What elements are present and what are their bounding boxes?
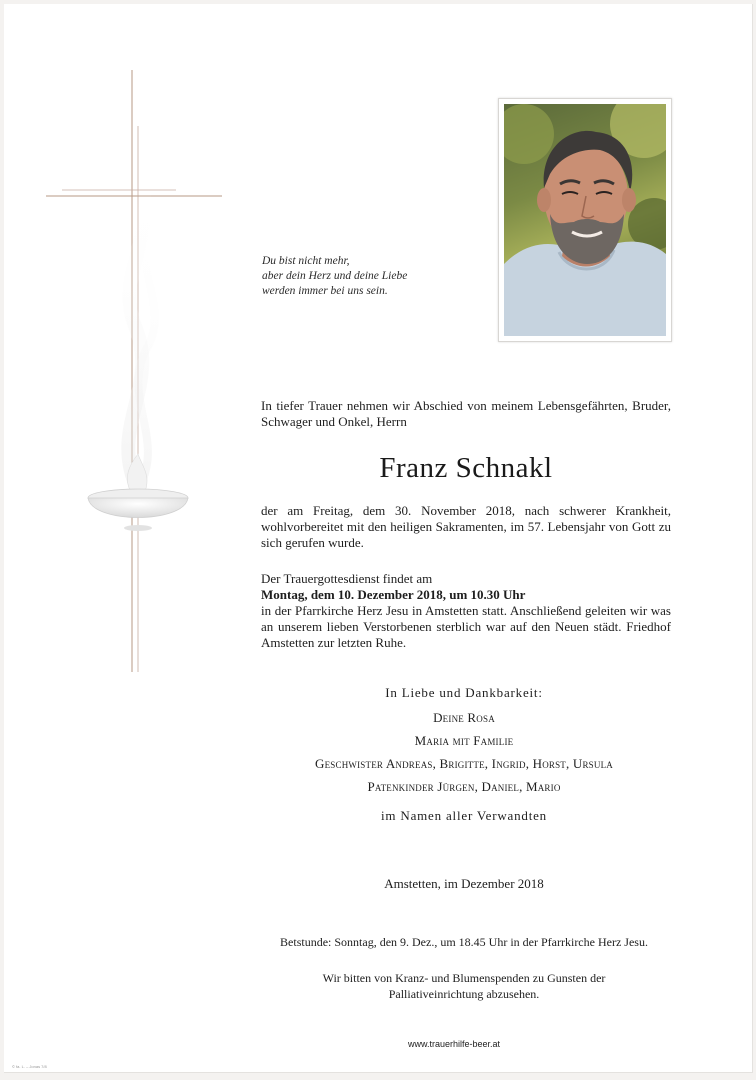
mourners-heading: In Liebe und Dankbarkeit: — [385, 685, 543, 700]
website-link[interactable]: www.trauerhilfe-beer.at — [407, 1039, 501, 1049]
obituary-page — [4, 4, 753, 1073]
deceased-name: Franz Schnakl — [379, 452, 553, 484]
quote-line-1: Du bist nicht mehr, — [262, 255, 350, 267]
death-notice: der am Freitag, dem 30. November 2018, nach schwerer Krankheit, wohlvorbereitet mit den heiligen Sakramenten, im 57. Lebensjahr von Gott zu sich gerufen wurde. — [261, 503, 671, 550]
prayer-hour-notice: Betstunde: Sonntag, den 9. Dez., um 18.45 Uhr in der Pfarrkirche Herz Jesu. — [280, 935, 648, 949]
mourner-line-2: Maria mit Familie — [414, 733, 514, 748]
portrait-photo-frame — [498, 98, 672, 342]
cross-with-bowl-icon — [40, 66, 240, 686]
quote-line-3: werden immer bei uns sein. — [262, 285, 388, 297]
memorial-quote — [262, 254, 462, 299]
portrait-photo — [504, 104, 666, 336]
service-date: Montag, dem 10. Dezember 2018, um 10.30 Uhr — [261, 587, 526, 602]
intro-text: In tiefer Trauer nehmen wir Abschied von meinem Lebensgefährten, Bruder, Schwager und Onkel, Herrn — [261, 398, 671, 429]
printer-mark: © fa. L. – Jonas 7/8 — [12, 1064, 47, 1069]
service-intro: Der Trauergottesdienst findet am — [261, 571, 433, 586]
mourners-closing: im Namen aller Verwandten — [381, 808, 547, 823]
donation-line-1: Wir bitten von Kranz- und Blumenspenden zu Gunsten der — [322, 971, 606, 985]
place-and-date: Amstetten, im Dezember 2018 — [384, 876, 544, 891]
mourner-line-3: Geschwister Andreas, Brigitte, Ingrid, Horst, Ursula — [315, 756, 613, 771]
mourner-line-1: Deine Rosa — [433, 710, 495, 725]
mourner-line-4: Patenkinder Jürgen, Daniel, Mario — [367, 779, 561, 794]
donation-line-2: Palliativeinrichtung abzusehen. — [388, 987, 540, 1001]
service-details: in der Pfarrkirche Herz Jesu in Amstetten statt. Anschließend geleiten wir was an unserem lieben Verstorbenen sterblich war auf den Neuen städt. Friedhof Amstetten zur letzten Ruhe. — [261, 603, 671, 650]
quote-line-2: aber dein Herz und deine Liebe — [262, 270, 408, 282]
